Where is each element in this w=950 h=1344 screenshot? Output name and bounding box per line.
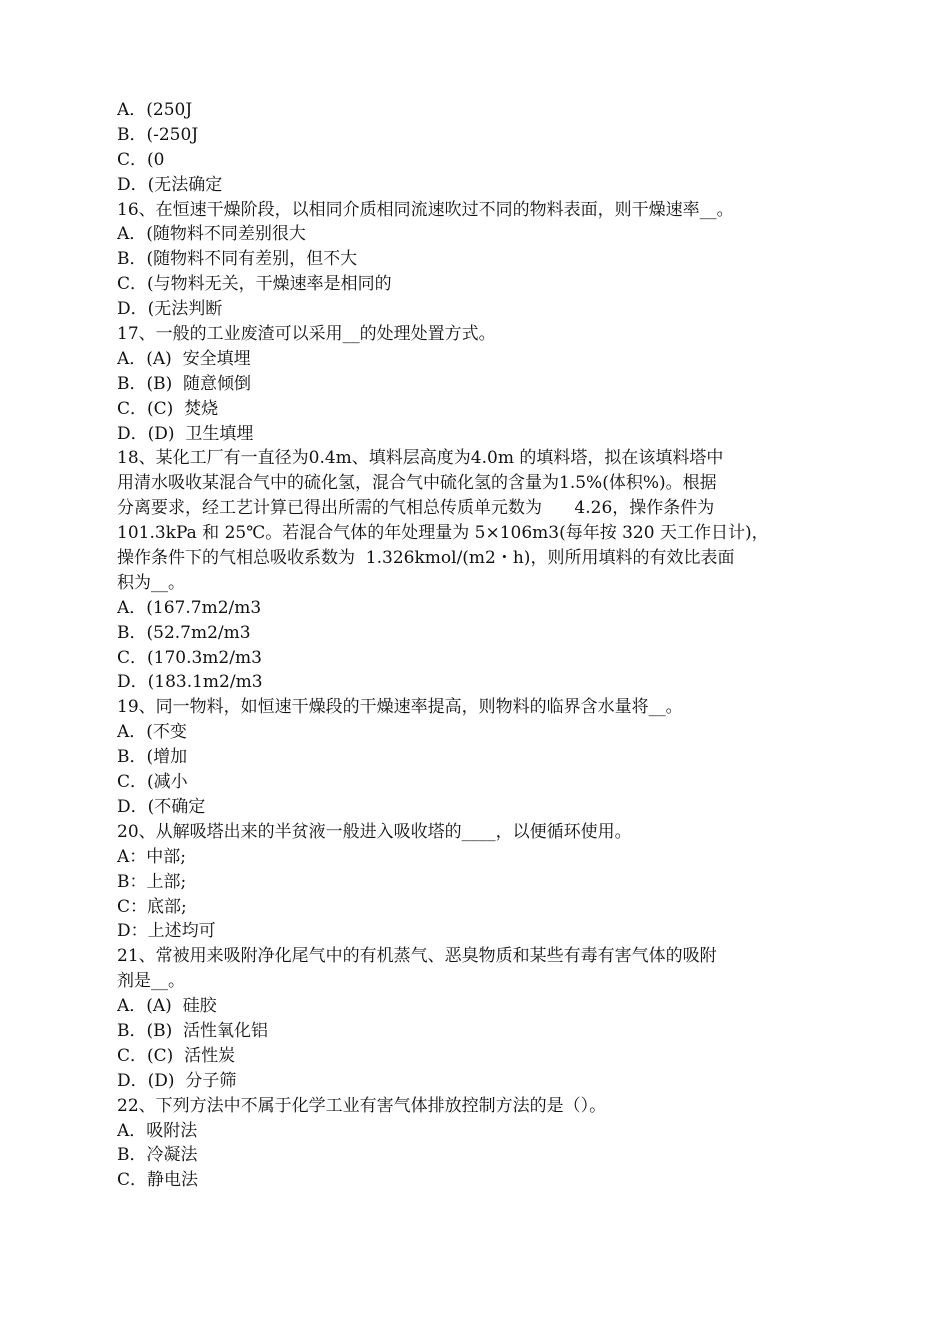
q19-option-c: C．(减小 (117, 772, 188, 793)
q17-option-a: A．(A) 安全填埋 (117, 348, 251, 369)
q18-stem-line-3: 分离要求，经工艺计算已得出所需的气相总传质单元数为 4.26，操作条件为 (117, 498, 715, 519)
q21-option-b: B．(B) 活性氧化铝 (117, 1020, 269, 1041)
q19-option-d: D．(不确定 (117, 796, 206, 817)
q20-stem: 20、从解吸塔出来的半贫液一般进入吸收塔的____，以便循环使用。 (117, 821, 632, 842)
q18-option-d: D．(183.1m2/m3 (117, 672, 263, 693)
q22-option-a: A．吸附法 (117, 1120, 198, 1141)
q21-option-d: D．(D) 分子筛 (117, 1070, 237, 1091)
q18-stem-line-5: 操作条件下的气相总吸收系数为 1.326kmol/(m2・h)，则所用填料的有效比表面 (117, 548, 735, 569)
q21-option-c: C．(C) 活性炭 (117, 1045, 236, 1066)
q16-option-b: B．(随物料不同有差别，但不大 (117, 249, 358, 270)
q21-stem-line-1: 21、常被用来吸附净化尾气中的有机蒸气、恶臭物质和某些有毒有害气体的吸附 (117, 946, 717, 967)
q18-option-a: A．(167.7m2/m3 (117, 597, 262, 618)
q15-option-d: D．(无法确定 (117, 174, 223, 195)
q19-stem: 19、同一物料，如恒速干燥段的干燥速率提高，则物料的临界含水量将__。 (117, 697, 683, 718)
q21-option-a: A．(A) 硅胶 (117, 996, 217, 1017)
q17-option-d: D．(D) 卫生填埋 (117, 423, 254, 444)
q22-option-b: B．冷凝法 (117, 1145, 198, 1166)
q16-option-a: A．(随物料不同差别很大 (117, 224, 306, 245)
q20-option-d: D：上述均可 (117, 921, 216, 942)
q17-option-b: B．(B) 随意倾倒 (117, 373, 252, 394)
q18-stem-line-2: 用清水吸收某混合气中的硫化氢，混合气中硫化氢的含量为1.5%(体积%)。根据 (117, 473, 717, 494)
q22-stem: 22、下列方法中不属于化学工业有害气体排放控制方法的是（）。 (117, 1095, 607, 1116)
q19-option-b: B．(增加 (117, 747, 188, 768)
document-body (117, 98, 811, 1193)
q19-option-a: A．(不变 (117, 722, 187, 743)
q15-option-a: A．(250J (117, 100, 193, 120)
q21-stem-line-2: 剂是__。 (117, 971, 185, 992)
q18-stem-line-1: 18、某化工厂有一直径为0.4m、填料层高度为4.0m 的填料塔，拟在该填料塔中 (117, 448, 724, 469)
q18-option-b: B．(52.7m2/m3 (117, 622, 251, 643)
q22-option-c: C．静电法 (117, 1170, 199, 1191)
q17-stem: 17、一般的工业废渣可以采用__的处理处置方式。 (117, 324, 496, 345)
q18-option-c: C．(170.3m2/m3 (117, 647, 262, 668)
q17-option-c: C．(C) 焚烧 (117, 398, 219, 419)
q15-option-b: B．(-250J (117, 124, 199, 145)
q15-option-c: C．(0 (117, 149, 165, 170)
q18-stem-line-4: 101.3kPa 和 25℃。若混合气体的年处理量为 5×106m3(每年按 320 天工作日计)， (117, 523, 769, 544)
q18-stem-line-6: 积为__。 (117, 572, 185, 593)
q20-option-b: B：上部; (117, 871, 187, 892)
q20-option-c: C：底部; (117, 896, 187, 917)
q16-option-c: C．(与物料无关，干燥速率是相同的 (117, 274, 392, 295)
q16-stem: 16、在恒速干燥阶段，以相同介质相同流速吹过不同的物料表面，则干燥速率__。 (117, 199, 734, 220)
q20-option-a: A：中部; (117, 846, 187, 867)
q16-option-d: D．(无法判断 (117, 299, 223, 320)
